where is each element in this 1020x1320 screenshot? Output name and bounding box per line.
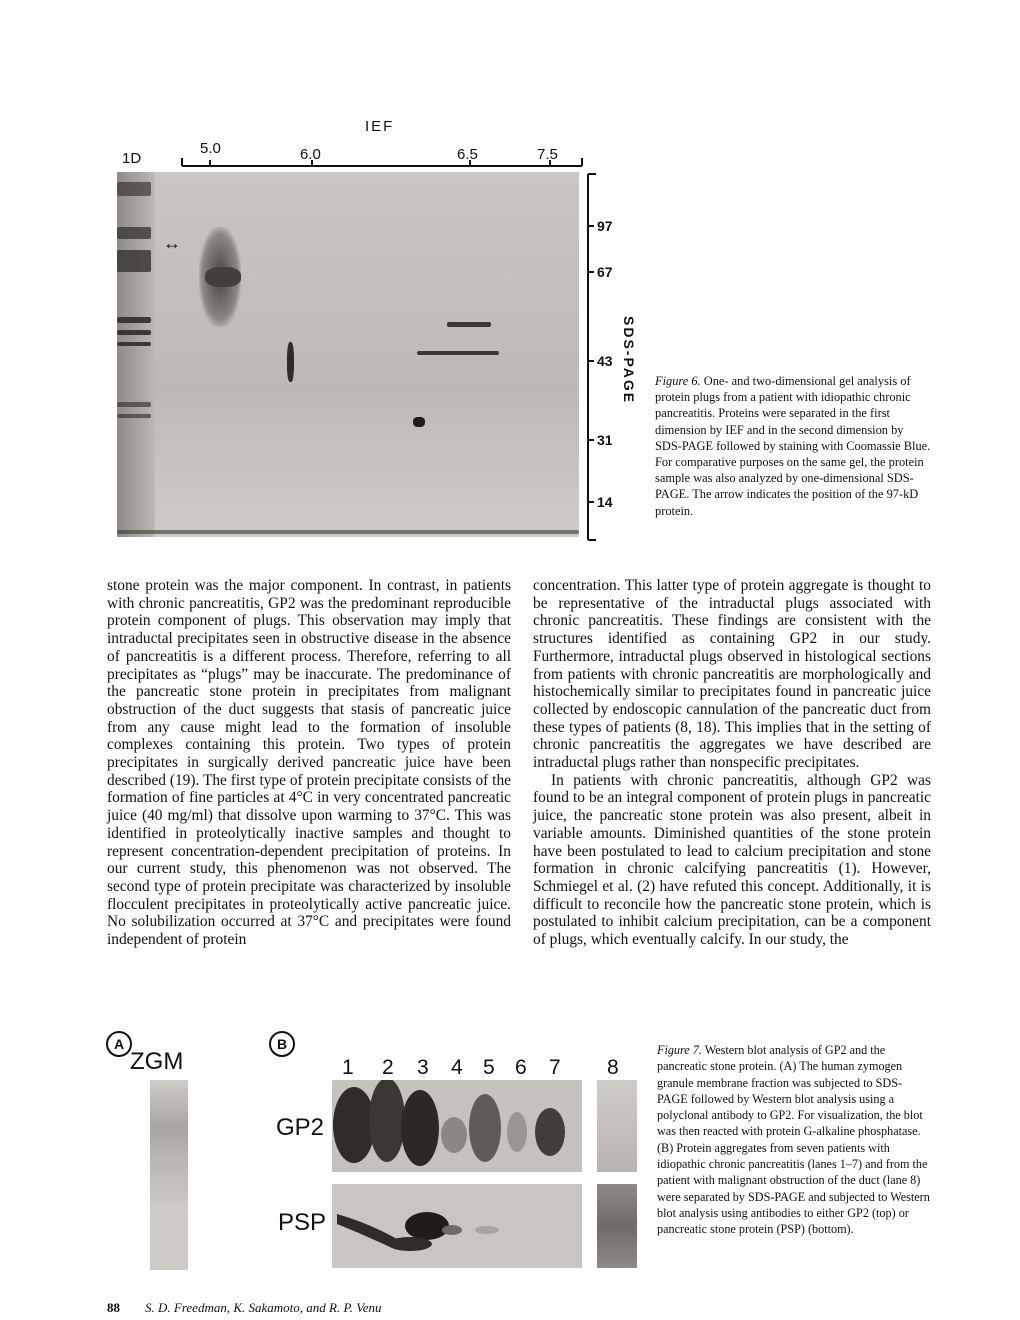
mw-axis: [578, 172, 598, 542]
lane-8: 8: [607, 1056, 619, 1079]
psp-blot: [332, 1184, 582, 1268]
ph-tick-5-0: 5.0: [200, 140, 221, 157]
figure-7-caption: [657, 1042, 932, 1238]
ief-axis-title: IEF: [365, 118, 395, 135]
mw-97: 97: [597, 218, 613, 234]
mw-43: 43: [597, 353, 613, 369]
right-paragraph-2: In patients with chronic pancreatitis, although GP2 was found to be an integral component of protein plugs in pancreatic juice, the pancreatic stone protein was also present, albeit in variable amounts. Diminished quantities of the stone protein have been postulated to lead to calcium precipitation and stone formation in chronic calcifying pancreatitis (1). However, Schmiegel et al. (2) have refuted this concept. Additionally, it is difficult to reconcile how the pancreatic stone protein, which is postulated to inhibit calcium precipitation, can be a component of plugs, which eventually calcify. In our study, the: [533, 771, 931, 949]
one-d-label: 1D: [122, 150, 142, 167]
psp-label: PSP: [278, 1209, 327, 1236]
mw-14: 14: [597, 494, 613, 510]
body-left-column: [107, 577, 511, 949]
arrow-97kd: ↔: [163, 233, 181, 253]
running-authors: S. D. Freedman, K. Sakamoto, and R. P. Venu: [145, 1300, 382, 1315]
psp-lane8-blot: [597, 1184, 637, 1268]
body-right-column: [533, 577, 931, 949]
lane-1: 1: [342, 1056, 354, 1079]
figure-7-caption-label: Figure 7.: [657, 1043, 702, 1057]
figure-6-caption-label: Figure 6.: [655, 374, 701, 388]
ph-axis: [180, 140, 585, 170]
lane-4: 4: [451, 1056, 463, 1079]
zgm-label: ZGM: [130, 1048, 184, 1075]
lane-7: 7: [549, 1056, 561, 1079]
lane-6: 6: [515, 1056, 527, 1079]
page-number: 88: [107, 1300, 120, 1315]
ph-tick-6-0: 6.0: [300, 146, 321, 163]
figure-7-caption-text: Western blot analysis of GP2 and the pancreatic stone protein. (A) The human zymogen granule membrane fraction was subjected to SDS-PAGE followed by Western blot analysis using a polyclonal antibody to GP2. For visualization, the blot was then reacted with protein G-alkaline phosphatase. (B) Protein aggregates from seven patients with idiopathic chronic pancreatitis (lanes 1–7) and from the patient with malignant obstruction of the duct (lane 8) were separated by SDS-PAGE and subjected to Western blot analysis using antibodies to either GP2 (top) or pancreatic stone protein (PSP) (bottom).: [657, 1043, 930, 1237]
two-d-gel-image: [117, 172, 579, 537]
mw-67: 67: [597, 264, 613, 280]
mw-31: 31: [597, 432, 613, 448]
gp2-blot: [332, 1080, 582, 1172]
gp2-label: GP2: [276, 1114, 325, 1141]
figure-6-caption-text: One- and two-dimensional gel analysis of protein plugs from a patient with idiopathic chronic pancreatitis. Proteins were separated in the first dimension by IEF and in the second dimension by SDS-PAGE followed by staining with Coomassie Blue. For comparative purposes on the same gel, the protein sample was also analyzed by one-dimensional SDS-PAGE. The arrow indicates the position of the 97-kD protein.: [655, 374, 931, 518]
ph-tick-7-5: 7.5: [537, 146, 558, 163]
ph-tick-6-5: 6.5: [457, 146, 478, 163]
gp2-lane8-blot: [597, 1080, 637, 1172]
panel-a-label: A: [106, 1031, 132, 1057]
lane-3: 3: [417, 1056, 429, 1079]
right-paragraph-1: concentration. This latter type of protein aggregate is thought to be representative of the intraductal plugs associated with chronic pancreatitis. These findings are consistent with the structures identified as containing GP2 in our study. Furthermore, intraductal plugs observed in histological sections from patients with chronic pancreatitis are morphologically and histochemically similar to precipitates found in pancreatic juice collected by endoscopic cannulation of the pancreatic duct from these types of patients (8, 18). This implies that in the setting of chronic pancreatitis the aggregates we have described are intraductal plugs rather than nonspecific precipitates.: [533, 577, 931, 772]
zgm-blot-lane: [150, 1080, 188, 1270]
panel-b-label: B: [269, 1031, 295, 1057]
lane-2: 2: [382, 1056, 394, 1079]
left-paragraph: stone protein was the major component. In contrast, in patients with chronic pancreatitis, GP2 was the predominant reproducible protein component of plugs. This observation may imply that intraductal precipitates seen in obstructive disease in the absence of pancreatitis is a different process. Therefore, referring to all precipitates as “plugs” may be inaccurate. The predominance of the pancreatic stone protein in precipitates from malignant obstruction of the duct suggests that stasis of pancreatic juice from any cause might lead to the formation of insoluble complexes containing this protein. Two types of protein precipitates in surgically derived pancreatic juice have been described (19). The first type of protein precipitate consists of the formation of fine particles at 4°C in very concentrated pancreatic juice (40 mg/ml) that dissolve upon warming to 37°C. This was identified in proteolytically inactive samples and thought to represent concentration-dependent precipitation of proteins. In our current study, this phenomenon was not observed. The second type of protein precipitate was characterized by insoluble flocculent precipitates in proteolytically active pancreatic juice. No solubilization occurred at 37°C and precipitates were found independent of protein: [107, 577, 511, 949]
figure-6-caption: [655, 373, 931, 519]
sds-page-axis-label: SDS-PAGE: [621, 316, 637, 405]
lane-5: 5: [483, 1056, 495, 1079]
